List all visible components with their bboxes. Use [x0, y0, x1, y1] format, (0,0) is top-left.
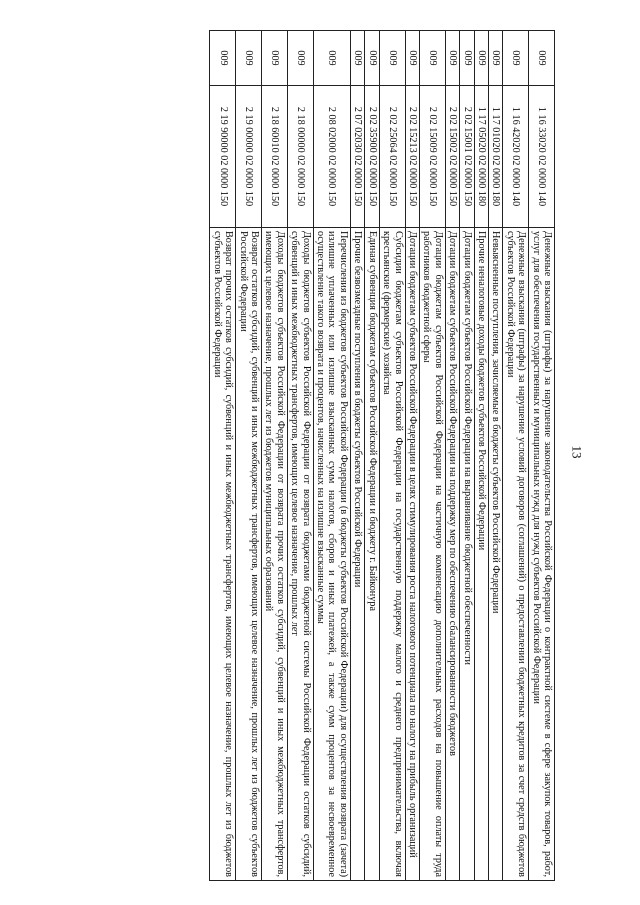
table-row — [405, 31, 419, 881]
revenue-name-cell: Денежные взыскания (штрафы) за нарушение условий договоров (соглашений) о предоставлении бюджетных кредитов за счет средств бюджетов субъектов Российской Федерации — [503, 228, 529, 881]
revenue-code-cell: 2 18 00000 02 0000 150 — [287, 86, 313, 228]
admin-code-cell: 009 — [405, 31, 419, 86]
admin-code-cell: 009 — [365, 31, 379, 86]
revenue-name-cell: Прочие неналоговые доходы бюджетов субъектов Российской Федерации — [474, 228, 488, 881]
table-row — [350, 31, 364, 881]
admin-code-cell: 009 — [236, 31, 262, 86]
table-row — [379, 31, 405, 881]
revenue-code-cell: 1 17 05020 02 0000 180 — [474, 86, 488, 228]
revenue-name-cell: Денежные взыскания (штрафы) за нарушение законодательства Российской Федерации о контрактной системе в сфере закупок товаров, работ, услуг для обеспечения государственных и муниципальных нужд для нужд субъектов Российской Федерации — [529, 228, 555, 881]
revenue-name-cell: Дотации бюджетам субъектов Российской Федерации в целях стимулирования роста налогового потенциала по налогу на прибыль организаций — [405, 228, 419, 881]
table-row — [313, 31, 350, 881]
table-row — [488, 31, 502, 881]
revenue-code-cell: 2 18 60010 02 0000 150 — [262, 86, 288, 228]
revenue-code-cell: 2 02 25064 02 0000 150 — [379, 86, 405, 228]
admin-code-cell: 009 — [419, 31, 445, 86]
revenue-code-cell: 1 17 01020 02 0000 180 — [488, 86, 502, 228]
revenue-code-cell: 1 16 42020 02 0000 140 — [503, 86, 529, 228]
admin-code-cell: 009 — [287, 31, 313, 86]
revenue-code-cell: 2 02 15002 02 0000 150 — [445, 86, 459, 228]
rotated-page — [55, 30, 555, 880]
revenue-code-cell: 2 19 90000 02 0000 150 — [210, 86, 236, 228]
admin-code-cell: 009 — [445, 31, 459, 86]
revenue-name-cell: Дотации бюджетам субъектов Российской Федерации на выравнивание бюджетной обеспеченности — [460, 228, 474, 881]
admin-code-cell: 009 — [350, 31, 364, 86]
revenue-code-cell: 2 08 02000 02 0000 150 — [313, 86, 350, 228]
revenue-code-cell: 2 02 15001 02 0000 150 — [460, 86, 474, 228]
revenue-name-cell: Субсидии бюджетам субъектов Российской Федерации на государственную поддержку малого и среднего предпринимательства, включая крестьянские (фермерские) хозяйства — [379, 228, 405, 881]
admin-code-cell: 009 — [460, 31, 474, 86]
revenue-name-cell: Доходы бюджетов субъектов Российской Федерации от возврата прочих остатков субсидий, субвенций и иных межбюджетных трансфертов, имеющих целевое назначение, прошлых лет из бюджетов муниципальных образований — [262, 228, 288, 881]
table-row — [210, 31, 236, 881]
revenue-code-cell: 2 02 15009 02 0000 150 — [419, 86, 445, 228]
revenue-name-cell: Невыясненные поступления, зачисляемые в бюджеты субъектов Российской Федерации — [488, 228, 502, 881]
admin-code-cell: 009 — [503, 31, 529, 86]
admin-code-cell: 009 — [474, 31, 488, 86]
table-row — [287, 31, 313, 881]
revenue-name-cell: Перечисления из бюджетов субъектов Российской Федерации (в бюджеты субъектов Российской Федерации) для осуществления возврата (зачета) излишне уплаченных или излишне взысканных сумм налогов, сборов и иных платежей, а также сумм процентов за несвоевременное осуществление такого возврата и процентов, начисленных на излишне взысканные суммы — [313, 228, 350, 881]
revenue-code-cell: 2 02 35900 02 0000 150 — [365, 86, 379, 228]
table-row — [262, 31, 288, 881]
revenue-codes-table — [209, 30, 555, 881]
revenue-name-cell: Дотации бюджетам субъектов Российской Федерации на поддержку мер по обеспечению сбалансированности бюджетов — [445, 228, 459, 881]
admin-code-cell: 009 — [210, 31, 236, 86]
revenue-name-cell: Возврат прочих остатков субсидий, субвенций и иных межбюджетных трансфертов, имеющих целевое назначение, прошлых лет из бюджетов субъектов Российской Федерации — [210, 228, 236, 881]
revenue-name-cell: Дотации бюджетам субъектов Российской Федерации на частичную компенсацию дополнительных расходов на повышение оплаты труда работников бюджетной сферы — [419, 228, 445, 881]
revenue-code-cell: 1 16 33020 02 0000 140 — [529, 86, 555, 228]
table-row — [460, 31, 474, 881]
admin-code-cell: 009 — [262, 31, 288, 86]
revenue-code-cell: 2 02 15213 02 0000 150 — [405, 86, 419, 228]
revenue-name-cell: Доходы бюджетов субъектов Российской Федерации от возврата бюджетами бюджетной системы Российской Федерации остатков субсидий, субвенций и иных межбюджетных трансфертов, имеющих целевое назначение, прошлых лет — [287, 228, 313, 881]
table-row — [419, 31, 445, 881]
admin-code-cell: 009 — [379, 31, 405, 86]
table-row — [474, 31, 488, 881]
revenue-name-cell: Возврат остатков субсидий, субвенций и иных межбюджетных трансфертов, имеющих целевое назначение, прошлых лет из бюджетов субъектов Российской Федерации — [236, 228, 262, 881]
admin-code-cell: 009 — [313, 31, 350, 86]
admin-code-cell: 009 — [529, 31, 555, 86]
revenue-name-cell: Прочие безвозмездные поступления в бюджеты субъектов Российской Федерации — [350, 228, 364, 881]
table-body — [210, 31, 555, 881]
table-row — [529, 31, 555, 881]
revenue-code-cell: 2 07 02030 02 0000 150 — [350, 86, 364, 228]
admin-code-cell: 009 — [488, 31, 502, 86]
revenue-name-cell: Единая субвенция бюджетам субъектов Российской Федерации и бюджету г. Байконура — [365, 228, 379, 881]
table-row — [236, 31, 262, 881]
table-row — [503, 31, 529, 881]
table-row — [365, 31, 379, 881]
revenue-code-cell: 2 19 00000 02 0000 150 — [236, 86, 262, 228]
page-number: 13 — [569, 445, 585, 459]
table-row — [445, 31, 459, 881]
